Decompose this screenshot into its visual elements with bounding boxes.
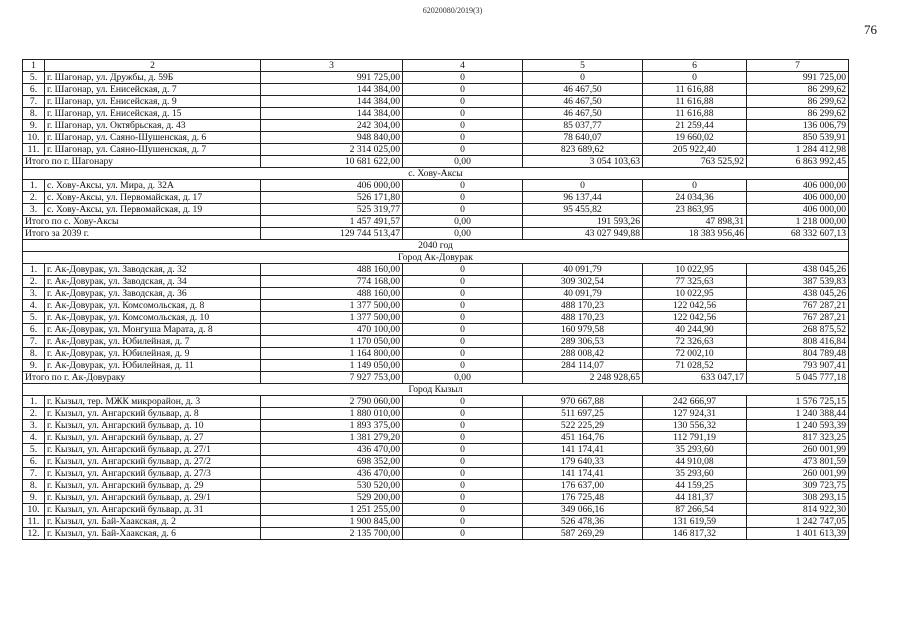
- total-row: [23, 372, 849, 384]
- cell-total-cost: 2 790 060,00: [261, 396, 403, 408]
- cell-federal-funds: 0: [403, 480, 523, 492]
- cell-federal-funds: 0: [403, 348, 523, 360]
- cell-total-cost: 144 384,00: [261, 96, 403, 108]
- cell-federal-funds: 0,00: [403, 216, 523, 228]
- address: г. Шагонар, ул. Октябрьская, д. 43: [45, 120, 261, 132]
- address: г. Ак-Довурак, ул. Монгуша Марата, д. 8: [45, 324, 261, 336]
- total-row: [23, 228, 849, 240]
- row-number: 4.: [23, 432, 45, 444]
- cell-federal-funds: 0: [403, 408, 523, 420]
- row-number: 11.: [23, 516, 45, 528]
- cell-federal-funds: 0,00: [403, 372, 523, 384]
- cell-owner-funds: 86 299,62: [747, 108, 849, 120]
- cell-total-cost: 242 304,00: [261, 120, 403, 132]
- row-number: 8.: [23, 108, 45, 120]
- cell-federal-funds: 0: [403, 444, 523, 456]
- cell-total-cost: 1 900 845,00: [261, 516, 403, 528]
- total-label: Итого по г. Ак-Довураку: [23, 372, 261, 384]
- cell-owner-funds: 767 287,21: [747, 312, 849, 324]
- row-number: 8.: [23, 348, 45, 360]
- cell-total-cost: 406 000,00: [261, 180, 403, 192]
- cell-total-cost: 991 725,00: [261, 72, 403, 84]
- cell-owner-funds: 260 001,99: [747, 468, 849, 480]
- cell-regional-funds: 511 697,25: [523, 408, 643, 420]
- address: г. Ак-Довурак, ул. Заводская, д. 36: [45, 288, 261, 300]
- row-number: 10.: [23, 132, 45, 144]
- table-body: [23, 72, 849, 540]
- address: г. Шагонар, ул. Енисейская, д. 7: [45, 84, 261, 96]
- cell-local-funds: 11 616,88: [643, 96, 747, 108]
- address: г. Кызыл, ул. Ангарский бульвар, д. 27/1: [45, 444, 261, 456]
- cell-federal-funds: 0: [403, 516, 523, 528]
- cell-local-funds: 131 619,59: [643, 516, 747, 528]
- cell-owner-funds: 793 907,41: [747, 360, 849, 372]
- row-number: 8.: [23, 480, 45, 492]
- cell-local-funds: 72 002,10: [643, 348, 747, 360]
- section-header-row: [23, 252, 849, 264]
- cell-regional-funds: 78 640,07: [523, 132, 643, 144]
- row-number: 9.: [23, 360, 45, 372]
- cell-owner-funds: 808 416,84: [747, 336, 849, 348]
- cell-local-funds: 71 028,52: [643, 360, 747, 372]
- cell-total-cost: 7 927 753,00: [261, 372, 403, 384]
- cell-total-cost: 2 314 025,00: [261, 144, 403, 156]
- table-row: [23, 336, 849, 348]
- cell-local-funds: 122 042,56: [643, 312, 747, 324]
- cell-owner-funds: 68 332 607,13: [747, 228, 849, 240]
- cell-owner-funds: 1 240 388,44: [747, 408, 849, 420]
- cell-federal-funds: 0: [403, 528, 523, 540]
- cell-regional-funds: 85 037,77: [523, 120, 643, 132]
- cell-federal-funds: 0: [403, 84, 523, 96]
- cell-local-funds: 11 616,88: [643, 84, 747, 96]
- cell-total-cost: 488 160,00: [261, 264, 403, 276]
- cell-regional-funds: 823 689,62: [523, 144, 643, 156]
- col-number-3: 3: [261, 60, 403, 72]
- cell-local-funds: 11 616,88: [643, 108, 747, 120]
- address: г. Шагонар, ул. Саяно-Шушенская, д. 7: [45, 144, 261, 156]
- cell-local-funds: 44 159,25: [643, 480, 747, 492]
- cell-federal-funds: 0: [403, 324, 523, 336]
- address: г. Кызыл, ул. Ангарский бульвар, д. 27: [45, 432, 261, 444]
- cell-local-funds: 130 556,32: [643, 420, 747, 432]
- address: г. Ак-Довурак, ул. Заводская, д. 32: [45, 264, 261, 276]
- address: г. Кызыл, ул. Ангарский бульвар, д. 29/1: [45, 492, 261, 504]
- table-row: [23, 408, 849, 420]
- cell-local-funds: 763 525,92: [643, 156, 747, 168]
- address: с. Хову-Аксы, ул. Мира, д. 32А: [45, 180, 261, 192]
- col-number-1: 1: [23, 60, 45, 72]
- table-row: [23, 300, 849, 312]
- cell-local-funds: 23 863,95: [643, 204, 747, 216]
- cell-regional-funds: 309 302,54: [523, 276, 643, 288]
- table-row: [23, 108, 849, 120]
- col-number-6: 6: [643, 60, 747, 72]
- table-row: [23, 192, 849, 204]
- cell-owner-funds: 387 539,83: [747, 276, 849, 288]
- cell-regional-funds: 488 170,23: [523, 300, 643, 312]
- cell-owner-funds: 473 801,59: [747, 456, 849, 468]
- cell-owner-funds: 438 045,26: [747, 264, 849, 276]
- table-row: [23, 432, 849, 444]
- cell-federal-funds: 0: [403, 432, 523, 444]
- cell-owner-funds: 767 287,21: [747, 300, 849, 312]
- cell-owner-funds: 86 299,62: [747, 96, 849, 108]
- cell-local-funds: 35 293,60: [643, 468, 747, 480]
- cell-local-funds: 40 244,90: [643, 324, 747, 336]
- address: г. Кызыл, ул. Ангарский бульвар, д. 27/2: [45, 456, 261, 468]
- address: г. Ак-Довурак, ул. Комсомольская, д. 8: [45, 300, 261, 312]
- cell-regional-funds: 46 467,50: [523, 108, 643, 120]
- cell-local-funds: 35 293,60: [643, 444, 747, 456]
- cell-total-cost: 1 149 050,00: [261, 360, 403, 372]
- cell-regional-funds: 191 593,26: [523, 216, 643, 228]
- address: г. Ак-Довурак, ул. Юбилейная, д. 11: [45, 360, 261, 372]
- address: с. Хову-Аксы, ул. Первомайская, д. 19: [45, 204, 261, 216]
- column-number-row: [23, 60, 849, 72]
- cell-total-cost: 525 319,77: [261, 204, 403, 216]
- address: г. Кызыл, ул. Бай-Хаакская, д. 6: [45, 528, 261, 540]
- cell-federal-funds: 0: [403, 276, 523, 288]
- document-number: 62020080/2019(3): [422, 6, 483, 15]
- address: г. Шагонар, ул. Дружбы, д. 59Б: [45, 72, 261, 84]
- cell-owner-funds: 406 000,00: [747, 204, 849, 216]
- col-number-7: 7: [747, 60, 849, 72]
- cell-regional-funds: 0: [523, 72, 643, 84]
- table-row: [23, 312, 849, 324]
- cell-local-funds: 633 047,17: [643, 372, 747, 384]
- cell-owner-funds: 86 299,62: [747, 84, 849, 96]
- total-label: Итого по г. Шагонару: [23, 156, 261, 168]
- cell-total-cost: 488 160,00: [261, 288, 403, 300]
- row-number: 5.: [23, 444, 45, 456]
- cell-total-cost: 526 171,80: [261, 192, 403, 204]
- cell-regional-funds: 587 269,29: [523, 528, 643, 540]
- cell-total-cost: 1 457 491,57: [261, 216, 403, 228]
- col-number-5: 5: [523, 60, 643, 72]
- cell-regional-funds: 40 091,79: [523, 288, 643, 300]
- table-row: [23, 204, 849, 216]
- row-number: 1.: [23, 396, 45, 408]
- cell-regional-funds: 451 164,76: [523, 432, 643, 444]
- cell-total-cost: 1 381 279,20: [261, 432, 403, 444]
- cell-owner-funds: 817 323,25: [747, 432, 849, 444]
- section-header-row: [23, 168, 849, 180]
- cell-owner-funds: 5 045 777,18: [747, 372, 849, 384]
- cell-local-funds: 72 326,63: [643, 336, 747, 348]
- cell-owner-funds: 850 539,91: [747, 132, 849, 144]
- cell-total-cost: 436 470,00: [261, 444, 403, 456]
- cell-local-funds: 87 266,54: [643, 504, 747, 516]
- cell-federal-funds: 0,00: [403, 156, 523, 168]
- row-number: 7.: [23, 468, 45, 480]
- cell-regional-funds: 176 637,00: [523, 480, 643, 492]
- section-header-row: [23, 384, 849, 396]
- row-number: 6.: [23, 324, 45, 336]
- cell-total-cost: 948 840,00: [261, 132, 403, 144]
- cell-federal-funds: 0: [403, 312, 523, 324]
- cell-total-cost: 470 100,00: [261, 324, 403, 336]
- table-row: [23, 516, 849, 528]
- table-row: [23, 396, 849, 408]
- cell-local-funds: 18 383 956,46: [643, 228, 747, 240]
- cell-regional-funds: 141 174,41: [523, 444, 643, 456]
- total-row: [23, 216, 849, 228]
- table-row: [23, 84, 849, 96]
- address: г. Шагонар, ул. Саяно-Шушенская, д. 6: [45, 132, 261, 144]
- table-row: [23, 528, 849, 540]
- total-label: Итого по с. Хову-Аксы: [23, 216, 261, 228]
- address: г. Ак-Довурак, ул. Юбилейная, д. 7: [45, 336, 261, 348]
- cell-regional-funds: 526 478,36: [523, 516, 643, 528]
- cell-local-funds: 127 924,31: [643, 408, 747, 420]
- cell-total-cost: 1 880 010,00: [261, 408, 403, 420]
- cell-total-cost: 10 681 622,00: [261, 156, 403, 168]
- table-row: [23, 120, 849, 132]
- cell-regional-funds: 284 114,07: [523, 360, 643, 372]
- cell-owner-funds: 814 922,30: [747, 504, 849, 516]
- table-row: [23, 264, 849, 276]
- cell-owner-funds: 406 000,00: [747, 192, 849, 204]
- cell-federal-funds: 0: [403, 108, 523, 120]
- row-number: 6.: [23, 84, 45, 96]
- section-header-row: [23, 240, 849, 252]
- table-row: [23, 72, 849, 84]
- row-number: 9.: [23, 492, 45, 504]
- address: г. Ак-Довурак, ул. Заводская, д. 34: [45, 276, 261, 288]
- cell-local-funds: 242 666,97: [643, 396, 747, 408]
- table-row: [23, 324, 849, 336]
- row-number: 3.: [23, 420, 45, 432]
- cell-owner-funds: 1 401 613,39: [747, 528, 849, 540]
- row-number: 3.: [23, 204, 45, 216]
- cell-local-funds: 21 259,44: [643, 120, 747, 132]
- cell-federal-funds: 0: [403, 456, 523, 468]
- cell-regional-funds: 289 306,53: [523, 336, 643, 348]
- register-table: [22, 59, 849, 540]
- cell-federal-funds: 0: [403, 120, 523, 132]
- cell-federal-funds: 0: [403, 180, 523, 192]
- cell-owner-funds: 1 576 725,15: [747, 396, 849, 408]
- row-number: 11.: [23, 144, 45, 156]
- cell-federal-funds: 0: [403, 132, 523, 144]
- address: г. Кызыл, ул. Ангарский бульвар, д. 10: [45, 420, 261, 432]
- cell-owner-funds: 1 284 412,98: [747, 144, 849, 156]
- cell-regional-funds: 141 174,41: [523, 468, 643, 480]
- cell-regional-funds: 40 091,79: [523, 264, 643, 276]
- cell-local-funds: 19 660,02: [643, 132, 747, 144]
- table-row: [23, 492, 849, 504]
- cell-owner-funds: 991 725,00: [747, 72, 849, 84]
- address: г. Кызыл, ул. Ангарский бульвар, д. 8: [45, 408, 261, 420]
- cell-federal-funds: 0: [403, 300, 523, 312]
- cell-federal-funds: 0: [403, 492, 523, 504]
- cell-local-funds: 146 817,32: [643, 528, 747, 540]
- cell-owner-funds: 308 293,15: [747, 492, 849, 504]
- cell-federal-funds: 0: [403, 420, 523, 432]
- cell-federal-funds: 0: [403, 336, 523, 348]
- address: г. Ак-Довурак, ул. Комсомольская, д. 10: [45, 312, 261, 324]
- cell-local-funds: 47 898,31: [643, 216, 747, 228]
- section-title: 2040 год: [23, 240, 849, 252]
- cell-federal-funds: 0,00: [403, 228, 523, 240]
- address: г. Кызыл, ул. Бай-Хаакская, д. 2: [45, 516, 261, 528]
- cell-local-funds: 0: [643, 72, 747, 84]
- cell-regional-funds: 3 054 103,63: [523, 156, 643, 168]
- col-number-4: 4: [403, 60, 523, 72]
- address: г. Кызыл, ул. Ангарский бульвар, д. 31: [45, 504, 261, 516]
- cell-local-funds: 205 922,40: [643, 144, 747, 156]
- cell-local-funds: 10 022,95: [643, 288, 747, 300]
- cell-regional-funds: 522 225,29: [523, 420, 643, 432]
- table-row: [23, 132, 849, 144]
- cell-federal-funds: 0: [403, 504, 523, 516]
- row-number: 5.: [23, 72, 45, 84]
- cell-total-cost: 2 135 700,00: [261, 528, 403, 540]
- cell-owner-funds: 1 240 593,39: [747, 420, 849, 432]
- row-number: 6.: [23, 456, 45, 468]
- cell-total-cost: 1 164 800,00: [261, 348, 403, 360]
- table-row: [23, 180, 849, 192]
- row-number: 7.: [23, 96, 45, 108]
- row-number: 1.: [23, 180, 45, 192]
- cell-owner-funds: 309 723,75: [747, 480, 849, 492]
- table-row: [23, 144, 849, 156]
- row-number: 7.: [23, 336, 45, 348]
- address: г. Кызыл, тер. МЖК микрорайон, д. 3: [45, 396, 261, 408]
- cell-regional-funds: 970 667,88: [523, 396, 643, 408]
- cell-owner-funds: 438 045,26: [747, 288, 849, 300]
- table-row: [23, 288, 849, 300]
- cell-local-funds: 24 034,36: [643, 192, 747, 204]
- cell-regional-funds: 43 027 949,88: [523, 228, 643, 240]
- row-number: 9.: [23, 120, 45, 132]
- row-number: 2.: [23, 192, 45, 204]
- address: г. Ак-Довурак, ул. Юбилейная, д. 9: [45, 348, 261, 360]
- cell-total-cost: 436 470,00: [261, 468, 403, 480]
- cell-owner-funds: 136 006,79: [747, 120, 849, 132]
- cell-total-cost: 1 170 050,00: [261, 336, 403, 348]
- cell-regional-funds: 46 467,50: [523, 96, 643, 108]
- cell-federal-funds: 0: [403, 96, 523, 108]
- row-number: 12.: [23, 528, 45, 540]
- cell-local-funds: 122 042,56: [643, 300, 747, 312]
- cell-regional-funds: 288 008,42: [523, 348, 643, 360]
- cell-federal-funds: 0: [403, 360, 523, 372]
- cell-total-cost: 1 377 500,00: [261, 300, 403, 312]
- cell-total-cost: 144 384,00: [261, 108, 403, 120]
- cell-owner-funds: 1 242 747,05: [747, 516, 849, 528]
- cell-federal-funds: 0: [403, 468, 523, 480]
- table-row: [23, 456, 849, 468]
- cell-federal-funds: 0: [403, 192, 523, 204]
- cell-total-cost: 774 168,00: [261, 276, 403, 288]
- row-number: 10.: [23, 504, 45, 516]
- address: с. Хову-Аксы, ул. Первомайская, д. 17: [45, 192, 261, 204]
- row-number: 2.: [23, 276, 45, 288]
- row-number: 5.: [23, 312, 45, 324]
- section-title: с. Хову-Аксы: [23, 168, 849, 180]
- cell-regional-funds: 0: [523, 180, 643, 192]
- cell-federal-funds: 0: [403, 288, 523, 300]
- cell-local-funds: 10 022,95: [643, 264, 747, 276]
- cell-total-cost: 530 520,00: [261, 480, 403, 492]
- cell-local-funds: 112 791,19: [643, 432, 747, 444]
- address: г. Кызыл, ул. Ангарский бульвар, д. 29: [45, 480, 261, 492]
- cell-owner-funds: 268 875,52: [747, 324, 849, 336]
- cell-total-cost: 129 744 513,47: [261, 228, 403, 240]
- table-row: [23, 468, 849, 480]
- cell-total-cost: 144 384,00: [261, 84, 403, 96]
- cell-local-funds: 44 181,37: [643, 492, 747, 504]
- col-number-2: 2: [45, 60, 261, 72]
- table-row: [23, 96, 849, 108]
- cell-regional-funds: 488 170,23: [523, 312, 643, 324]
- cell-regional-funds: 349 066,16: [523, 504, 643, 516]
- cell-regional-funds: 160 979,58: [523, 324, 643, 336]
- table-row: [23, 420, 849, 432]
- cell-local-funds: 44 910,08: [643, 456, 747, 468]
- cell-owner-funds: 6 863 992,45: [747, 156, 849, 168]
- cell-federal-funds: 0: [403, 72, 523, 84]
- row-number: 2.: [23, 408, 45, 420]
- cell-regional-funds: 95 455,82: [523, 204, 643, 216]
- table-row: [23, 360, 849, 372]
- address: г. Кызыл, ул. Ангарский бульвар, д. 27/3: [45, 468, 261, 480]
- cell-total-cost: 1 251 255,00: [261, 504, 403, 516]
- section-title: Город Кызыл: [23, 384, 849, 396]
- table-row: [23, 348, 849, 360]
- cell-federal-funds: 0: [403, 396, 523, 408]
- cell-local-funds: 77 325,63: [643, 276, 747, 288]
- page-number: 76: [864, 22, 877, 37]
- cell-federal-funds: 0: [403, 264, 523, 276]
- address: г. Шагонар, ул. Енисейская, д. 15: [45, 108, 261, 120]
- cell-owner-funds: 260 001,99: [747, 444, 849, 456]
- address: г. Шагонар, ул. Енисейская, д. 9: [45, 96, 261, 108]
- total-row: [23, 156, 849, 168]
- cell-local-funds: 0: [643, 180, 747, 192]
- row-number: 1.: [23, 264, 45, 276]
- cell-total-cost: 1 893 375,00: [261, 420, 403, 432]
- cell-owner-funds: 804 789,48: [747, 348, 849, 360]
- cell-regional-funds: 2 248 928,65: [523, 372, 643, 384]
- cell-regional-funds: 46 467,50: [523, 84, 643, 96]
- cell-regional-funds: 176 725,48: [523, 492, 643, 504]
- cell-total-cost: 529 200,00: [261, 492, 403, 504]
- cell-total-cost: 1 377 500,00: [261, 312, 403, 324]
- table-row: [23, 504, 849, 516]
- row-number: 4.: [23, 300, 45, 312]
- cell-regional-funds: 179 640,33: [523, 456, 643, 468]
- cell-total-cost: 698 352,00: [261, 456, 403, 468]
- cell-owner-funds: 1 218 000,00: [747, 216, 849, 228]
- total-label: Итого за 2039 г.: [23, 228, 261, 240]
- table-row: [23, 276, 849, 288]
- table-row: [23, 444, 849, 456]
- table-row: [23, 480, 849, 492]
- cell-federal-funds: 0: [403, 204, 523, 216]
- section-title: Город Ак-Довурак: [23, 252, 849, 264]
- cell-owner-funds: 406 000,00: [747, 180, 849, 192]
- cell-regional-funds: 96 137,44: [523, 192, 643, 204]
- row-number: 3.: [23, 288, 45, 300]
- cell-federal-funds: 0: [403, 144, 523, 156]
